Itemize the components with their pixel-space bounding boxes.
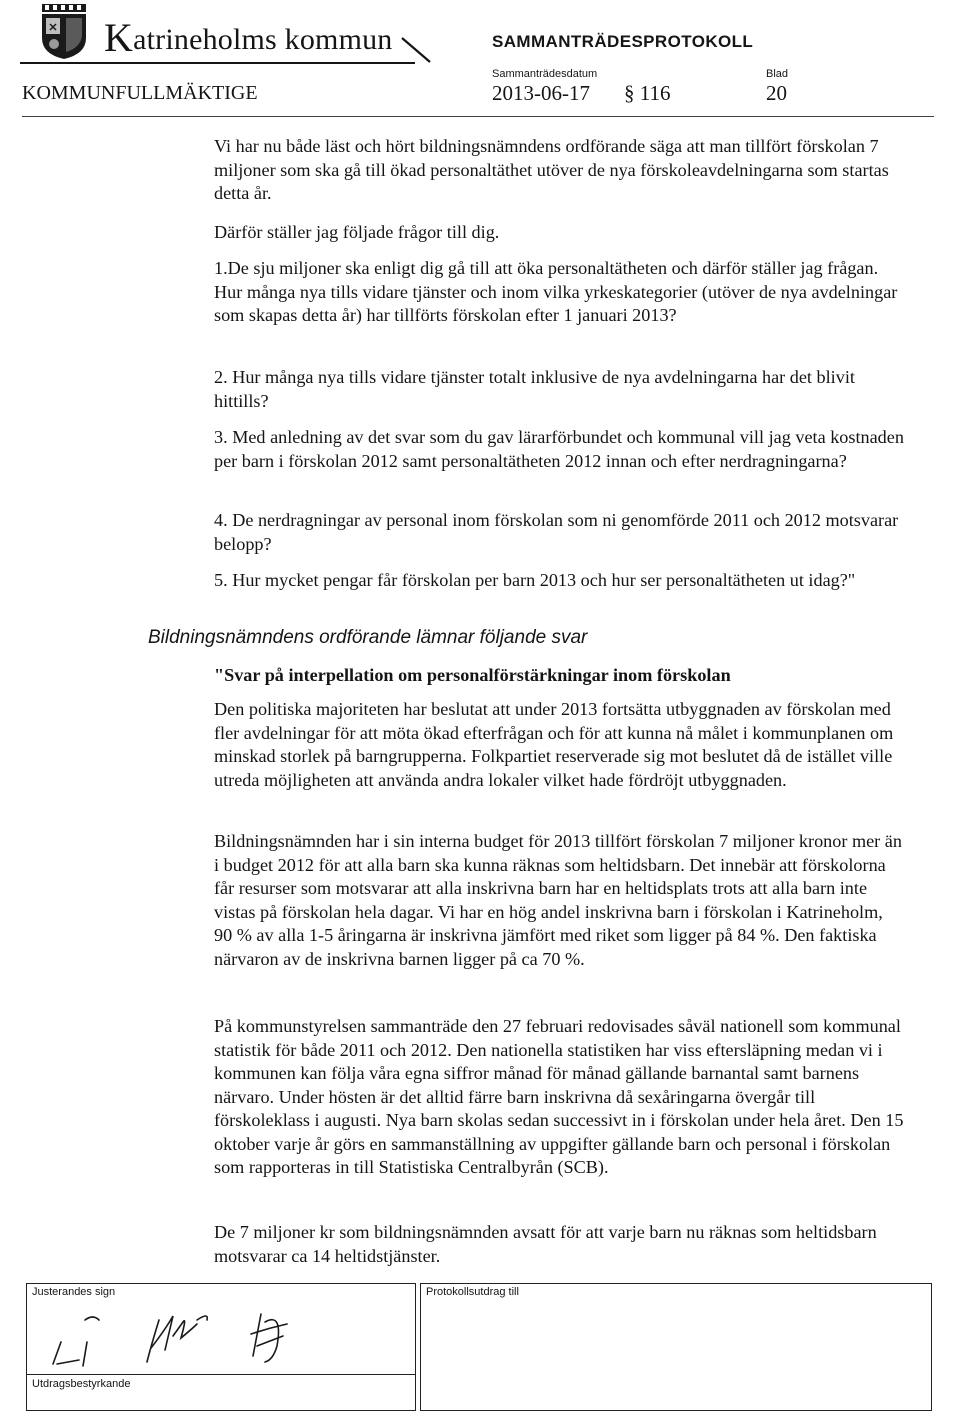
- protocol-extract-box: [420, 1283, 932, 1411]
- question-item: [214, 509, 904, 556]
- answer-paragraph: [214, 830, 904, 971]
- municipality-name-underline: [20, 62, 415, 64]
- certifier-label: Utdragsbestyrkande: [32, 1378, 131, 1390]
- answer-paragraph: [214, 698, 904, 792]
- questions-intro-text: Därför ställer jag följade frågor till dig.: [214, 222, 500, 242]
- question-item: [214, 257, 904, 328]
- question-text: 1.De sju miljoner ska enligt dig gå till att öka personaltätheten och därför ställer jag frågan. Hur många nya tills vidare tjänster och inom vilka yrkeskategorier (utöver de nya avdelningar som skapas detta år) har tillförts förskolan efter 1 januari 2013?: [214, 258, 898, 325]
- answer-paragraph-text: Bildningsnämnden har i sin interna budget för 2013 tillfört förskolan 7 miljoner kronor mer än i budget 2012 för att alla barn ska kunna räknas som heltidsbarn. Det innebär att förskolorna får resurser som motsvarar att alla inskrivna barn har en heltidsplats trots att alla barn inte vistas på förskolan hela dagar. Vi har en hög andel inskrivna barn i förskolan i Katrineholm, 90 % av alla 1-5 åringarna är inskrivna jämfört med riket som ligger på 84 %. Den faktiska närvaron av de inskrivna barnen ligger på ca 70 %.: [214, 831, 902, 969]
- question-text: 3. Med anledning av det svar som du gav lärarförbundet och kommunal vill jag veta kostnaden per barn i förskolan 2012 samt personaltätheten 2012 innan och efter nerdragningarna?: [214, 427, 904, 471]
- municipality-name-rest: atrineholms kommun: [133, 23, 393, 56]
- municipality-name: [104, 14, 393, 61]
- intro-text: Vi har nu både läst och hört bildningsnämndens ordförande säga att man tillfört förskolan 7 miljoner som ska gå till ökad personaltäthet utöver de nya förskoleavdelningarna som startas detta år.: [214, 136, 889, 203]
- coat-of-arms-logo: [36, 4, 94, 60]
- handwritten-initials-signature: [47, 1306, 327, 1372]
- answer-heading: Bildningsnämndens ordförande lämnar följande svar: [148, 627, 588, 648]
- municipality-name-initial: K: [104, 15, 134, 60]
- page-label: Blad: [766, 68, 789, 80]
- question-item: [214, 426, 904, 473]
- answer-paragraph: [214, 1015, 904, 1180]
- paragraph-number: § 116: [624, 81, 671, 105]
- signature-label: Justerandes sign: [32, 1286, 116, 1298]
- answer-title-text: "Svar på interpellation om personalförstärkningar inom förskolan: [214, 665, 731, 685]
- answer-paragraph-text: De 7 miljoner kr som bildningsnämnden avsatt för att varje barn nu räknas som heltidsbarn motsvarar ca 14 heltidstjänster.: [214, 1222, 877, 1266]
- answer-paragraph: [214, 1221, 904, 1268]
- intro-paragraph: [214, 135, 904, 206]
- answer-paragraph-text: På kommunstyrelsen sammanträde den 27 februari redovisades såväl nationell som kommunal statistik för både 2011 och 2012. Den nationella statistiken har viss eftersläpning medan vi i kommunen kan följa våra egna siffror månad för månad gällande barnantal samt barnens närvaro. Under hösten är det alltid färre barn inskrivna då sexåringarna övergår till förskoleklass i augusti. Nya barn skolas sedan successivt in i förskolan under hela året. Den 15 oktober varje år görs en sammanställning av uppgifter gällande barn och personal i förskolan som rapporteras in till Statistiska Centralbyrån (SCB).: [214, 1016, 904, 1177]
- question-item: [214, 366, 904, 413]
- signature-box: [26, 1283, 416, 1411]
- signature-divider: [27, 1374, 415, 1375]
- question-item: [214, 569, 904, 593]
- questions-intro: [214, 221, 904, 245]
- assembly-name: KOMMUNFULLMÄKTIGE: [22, 82, 258, 104]
- header-divider: [22, 116, 934, 117]
- question-text: 5. Hur mycket pengar får förskolan per barn 2013 och hur ser personaltätheten ut idag?": [214, 570, 856, 590]
- answer-paragraph-text: Den politiska majoriteten har beslutat att under 2013 fortsätta utbyggnaden av förskolan med fler avdelningar för att möta ökad efterfrågan och för att kunna nå målet i kommunplanen om minskad storlek på barngrupperna. Folkpartiet reserverade sig mot beslutet då de istället ville utreda möjligheten att använda andra lokaler vilket hade fördröjt utbyggnaden.: [214, 699, 894, 790]
- protocol-extract-label: Protokollsutdrag till: [426, 1286, 519, 1298]
- answer-title: [214, 664, 904, 688]
- meeting-date-label: Sammanträdesdatum: [492, 68, 598, 80]
- page-number: 20: [766, 81, 787, 105]
- question-text: 2. Hur många nya tills vidare tjänster totalt inklusive de nya avdelningarna har det blivit hittills?: [214, 367, 855, 411]
- question-text: 4. De nerdragningar av personal inom förskolan som ni genomförde 2011 och 2012 motsvarar belopp?: [214, 510, 899, 554]
- logo-slash-mark: [400, 36, 434, 66]
- document-type: SAMMANTRÄDESPROTOKOLL: [492, 32, 754, 51]
- meeting-date: 2013-06-17: [492, 81, 590, 105]
